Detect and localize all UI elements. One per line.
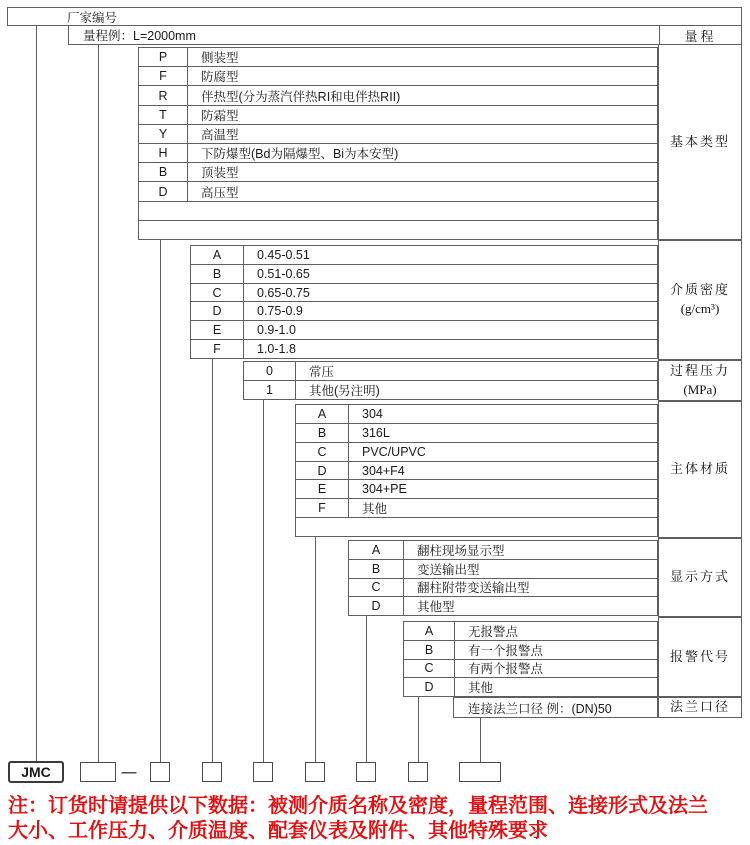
ordering-note-line1: 注：订货时请提供以下数据：被测介质名称及密度，量程范围、连接形式及法兰	[8, 795, 708, 817]
display-mode-code: B	[349, 560, 404, 578]
ordering-note	[8, 794, 745, 844]
label-text: 法兰口径	[669, 699, 730, 715]
process-pressure-row	[244, 362, 657, 380]
connector-range	[98, 44, 99, 762]
connector-basic-type	[160, 240, 161, 762]
model-code-box-pressure	[253, 762, 273, 782]
label-text: 报警代号	[669, 648, 730, 664]
display-mode-row	[349, 559, 657, 578]
basic-type-code: T	[139, 106, 188, 124]
process-pressure-table	[243, 361, 658, 400]
flange-text: 连接法兰口径 例：(DN)50	[468, 701, 612, 716]
range-example-text: 量程例：L=2000mm	[83, 29, 196, 43]
alarm-code-code: C	[404, 660, 455, 678]
medium-density-row	[191, 339, 657, 358]
alarm-code-row	[404, 677, 657, 696]
body-material-table	[295, 404, 658, 537]
basic-type-desc: 防腐型	[201, 70, 239, 85]
connector-factory	[36, 25, 37, 762]
model-code-box-flange	[459, 762, 501, 782]
basic-type-code: F	[139, 67, 188, 85]
alarm-code-code: D	[404, 678, 455, 696]
display-mode-row	[349, 578, 657, 597]
body-material-desc: 316L	[362, 425, 390, 440]
alarm-code-desc: 其他	[468, 681, 494, 696]
model-code-box-range	[80, 762, 116, 782]
body-material-row	[296, 442, 657, 461]
label-text: 主体材质	[669, 461, 730, 477]
display-mode-desc: 翻柱现场显示型	[417, 543, 505, 558]
display-mode-desc: 其他型	[417, 600, 455, 615]
basic-type-desc: 侧装型	[201, 51, 239, 66]
basic-type-row	[139, 48, 657, 66]
model-code-box-display	[356, 762, 376, 782]
body-material-desc: PVC/UPVC	[362, 444, 426, 459]
basic-type-row	[139, 181, 657, 200]
connector-flange	[480, 718, 481, 762]
basic-type-row	[139, 105, 657, 124]
basic-type-table	[138, 47, 658, 240]
display-mode-desc: 变送输出型	[417, 562, 480, 577]
medium-density-desc: 0.75-0.9	[257, 304, 303, 319]
alarm-code-row	[404, 640, 657, 659]
alarm-code-code: B	[404, 641, 455, 659]
alarm-code-desc: 无报警点	[468, 624, 519, 639]
medium-density-code: E	[191, 321, 244, 339]
medium-density-desc: 0.45-0.51	[257, 247, 310, 262]
alarm-code-code: A	[404, 622, 455, 640]
display-mode-code: C	[349, 579, 404, 597]
body-material-row	[296, 479, 657, 498]
medium-density-code: F	[191, 340, 244, 358]
factory-number-row	[7, 7, 742, 26]
ordering-note-line2: 大小、工作压力、介质温度、配套仪表及附件、其他特殊要求	[8, 820, 548, 842]
flange-label	[658, 697, 742, 718]
basic-type-code: R	[139, 86, 188, 104]
body-material-code: D	[296, 462, 349, 480]
display-mode-row	[349, 596, 657, 615]
body-material-desc: 304+PE	[362, 482, 407, 497]
model-prefix-box: JMC	[8, 761, 64, 783]
process-pressure-row	[244, 380, 657, 399]
connector-display	[366, 616, 367, 762]
body-material-desc: 其他	[362, 502, 388, 517]
medium-density-row	[191, 301, 657, 320]
basic-type-row	[139, 85, 657, 104]
basic-type-code: D	[139, 182, 188, 200]
body-material-row	[296, 405, 657, 423]
body-material-code: A	[296, 405, 349, 423]
model-code-box-density	[202, 762, 222, 782]
medium-density-code: D	[191, 302, 244, 320]
display-mode-row	[349, 541, 657, 559]
basic-type-desc: 高压型	[201, 185, 239, 200]
body-material-code: B	[296, 424, 349, 442]
medium-density-row	[191, 264, 657, 283]
display-mode-desc: 翻柱附带变送输出型	[417, 581, 530, 596]
model-code-box-alarm	[408, 762, 428, 782]
medium-density-row	[191, 283, 657, 302]
alarm-code-desc: 有两个报警点	[468, 662, 544, 677]
basic-type-row	[139, 143, 657, 162]
medium-density-desc: 0.51-0.65	[257, 266, 310, 281]
medium-density-label	[658, 240, 742, 360]
body-material-row	[296, 461, 657, 480]
medium-density-code: B	[191, 265, 244, 283]
connector-alarm	[418, 697, 419, 762]
medium-density-row	[191, 320, 657, 339]
connector-density	[212, 359, 213, 762]
process-pressure-code: 1	[244, 381, 296, 399]
basic-type-code: B	[139, 163, 188, 181]
alarm-code-row	[404, 622, 657, 640]
body-material-row	[296, 517, 657, 536]
alarm-code-row	[404, 659, 657, 678]
medium-density-table	[190, 245, 658, 359]
separator-dash: —	[121, 763, 137, 781]
alarm-code-table	[403, 621, 658, 697]
process-pressure-label	[658, 360, 742, 401]
basic-type-label	[658, 44, 742, 240]
label-unit: (g/cm³)	[680, 301, 720, 316]
basic-type-row	[139, 124, 657, 143]
body-material-code: F	[296, 499, 349, 517]
display-mode-label	[658, 538, 742, 617]
range-example-row	[68, 25, 742, 45]
body-material-code: E	[296, 480, 349, 498]
process-pressure-code: 0	[244, 362, 296, 380]
display-mode-table	[348, 540, 658, 616]
basic-type-row	[139, 201, 657, 220]
label-text: 介质密度	[669, 282, 730, 298]
basic-type-desc: 下防爆型(Bd为隔爆型、Bi为本安型)	[201, 147, 399, 162]
range-label: 量程	[659, 26, 741, 44]
connector-pressure	[263, 400, 264, 762]
medium-density-row	[191, 246, 657, 264]
medium-density-code: C	[191, 284, 244, 302]
factory-number-text: 厂家编号	[67, 10, 118, 25]
basic-type-desc: 高温型	[201, 127, 239, 142]
label-text: 基本类型	[669, 133, 730, 149]
basic-type-desc: 防霜型	[201, 108, 239, 123]
display-mode-code: D	[349, 597, 404, 615]
alarm-code-desc: 有一个报警点	[468, 643, 544, 658]
process-pressure-desc: 其他(另注明)	[309, 384, 380, 398]
basic-type-row	[139, 66, 657, 85]
body-material-row	[296, 423, 657, 442]
process-pressure-desc: 常压	[309, 365, 335, 379]
display-mode-code: A	[349, 541, 404, 559]
label-text: 过程压力	[669, 362, 730, 378]
model-code-box-material	[305, 762, 325, 782]
body-material-desc: 304+F4	[362, 463, 405, 478]
medium-density-code: A	[191, 246, 244, 264]
basic-type-code: H	[139, 144, 188, 162]
body-material-label	[658, 401, 742, 538]
basic-type-code: P	[139, 48, 188, 66]
basic-type-desc: 顶装型	[201, 166, 239, 181]
medium-density-desc: 0.65-0.75	[257, 285, 310, 300]
model-code-box-basic-type	[150, 762, 170, 782]
medium-density-desc: 0.9-1.0	[257, 323, 296, 338]
label-text: 显示方式	[669, 569, 730, 585]
medium-density-desc: 1.0-1.8	[257, 342, 296, 357]
body-material-row	[296, 498, 657, 517]
basic-type-desc: 伴热型(分为蒸汽伴热RI和电伴热RII)	[201, 89, 401, 104]
basic-type-row	[139, 162, 657, 181]
connector-material	[315, 537, 316, 762]
body-material-desc: 304	[362, 406, 383, 421]
basic-type-code: Y	[139, 125, 188, 143]
flange-row	[453, 697, 658, 718]
basic-type-row	[139, 220, 657, 239]
alarm-code-label	[658, 617, 742, 697]
body-material-code: C	[296, 443, 349, 461]
label-unit: (MPa)	[683, 381, 717, 397]
